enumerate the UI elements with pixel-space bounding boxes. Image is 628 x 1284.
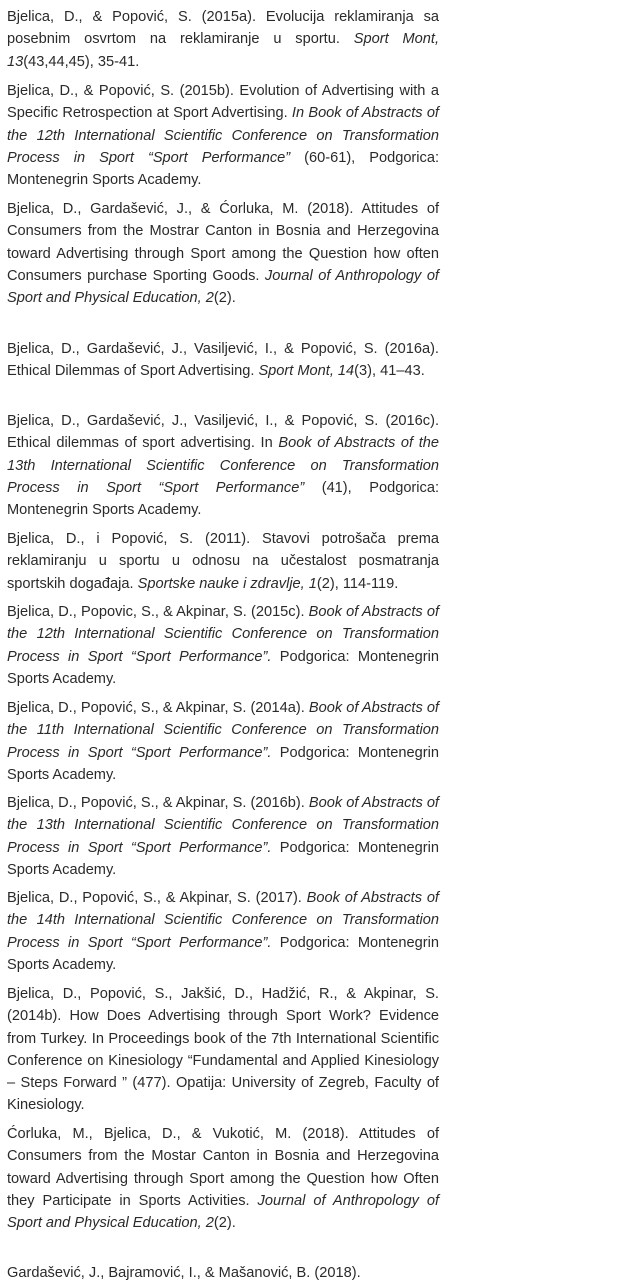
reference-entry xyxy=(7,1262,439,1284)
reference-text: (60-61), Podgorica: Montenegrin Sports Academy. xyxy=(7,149,439,189)
reference-entry xyxy=(7,410,439,521)
reference-entry xyxy=(7,338,439,383)
reference-text: Bjelica, D., Popović, S., & Akpinar, S. (2017). xyxy=(7,890,307,906)
reference-text: (41), Podgorica: Montenegrin Sports Academy. xyxy=(7,479,440,519)
reference-italic-text: In Book of Abstracts of the 12th International Scientific Conference on Transformation Process in Sport “Sport Performance” xyxy=(7,105,439,166)
reference-italic-text: Book of Abstracts of the 12th International Scientific Conference on Transformation Process in Sport “Sport Performance”. xyxy=(7,604,439,665)
reference-text: Podgorica: Montenegrin Sports Academy. xyxy=(7,934,439,973)
reference-italic-text: Book of Abstracts of the 13th International Scientific Conference on Transformation Process in Sport “Sport Performance”. xyxy=(7,795,439,856)
reference-entry xyxy=(7,697,439,786)
reference-text: Podgorica: Montenegrin Sports Academy. xyxy=(7,648,439,687)
reference-entry xyxy=(7,792,439,881)
reference-text: Bjelica, D., Popović, S., & Akpinar, S. (2016b). xyxy=(7,795,309,811)
reference-text: Bjelica, D., Gardašević, J., Vasiljević, I., & Popović, S. (2016a). Ethical Dilemmas of Sport Advertising. xyxy=(7,341,439,380)
reference-text: Ćorluka, M., Bjelica, D., & Vukotić, M. (2018). Attitudes of Consumers from the Mostar Canton in Bosnia and Herzegovina toward Advertising through Sport among the Question how Often they Participate in Sports Activities. xyxy=(7,1126,439,1209)
reference-text: (43,44,45), 35-41. xyxy=(23,53,140,70)
reference-entry xyxy=(7,1123,439,1234)
reference-italic-text: Book of Abstracts of the 14th International Scientific Conference on Transformation Process in Sport “Sport Performance”. xyxy=(7,890,439,951)
reference-italic-text: Journal of Anthropology of Sport and Physical Education, 2 xyxy=(7,1192,439,1232)
reference-text: Podgorica: Montenegrin Sports Academy. xyxy=(7,744,439,783)
reference-text: Bjelica, D., & Popović, S. (2015a). Evolucija reklamiranja sa posebnim osvrtom na reklamiranje u sportu. xyxy=(7,9,439,48)
reference-text: Bjelica, D., Popović, S., Jakšić, D., Hadžić, R., & Akpinar, S. (2014b). How Does Advertising through Sport Work? Evidence from Turkey. In Proceedings book of the 7th International Scientific Conference on Kinesiology “Fundamental and Applied Kinesiology – Steps Forward ” (477). Opatija: University of Zegreb, Faculty of Kinesiology. xyxy=(7,986,439,1114)
reference-text: (2). xyxy=(213,1215,236,1232)
reference-text: (3), 41–43. xyxy=(354,363,425,380)
reference-italic-text: Sport Mont, 14 xyxy=(258,363,355,380)
reference-italic-text: Sport Mont, 13 xyxy=(7,31,440,70)
reference-text: Bjelica, D., & Popović, S. (2015b). Evolution of Advertising with a Specific Retrospection at Sport Advertising. xyxy=(7,83,439,122)
reference-text: (2), 114-119. xyxy=(316,575,399,592)
reference-entry xyxy=(7,887,439,976)
reference-text: (2). xyxy=(213,290,236,307)
reference-text: Bjelica, D., Popović, S., & Akpinar, S. (2014a). xyxy=(7,700,309,716)
reference-italic-text: Sportske nauke i zdravlje, 1 xyxy=(137,575,317,592)
reference-entry xyxy=(7,6,439,73)
reference-italic-text: Journal of Anthropology of Sport and Physical Education, 2 xyxy=(7,267,439,307)
reference-text: Gardašević, J., Bajramović, I., & Mašanović, B. (2018). xyxy=(7,1265,361,1281)
reference-italic-text: Book of Abstracts of the 13th International Scientific Conference on Transformation Process in Sport “Sport Performance” xyxy=(7,435,439,496)
reference-text: Bjelica, D., i Popović, S. (2011). Stavovi potrošača prema reklamiranju u sportu u odnosu na učestalost posmatranja sportskih događaja. xyxy=(7,531,439,592)
reference-entry xyxy=(7,601,439,690)
reference-text: Bjelica, D., Gardašević, J., & Ćorluka, M. (2018). Attitudes of Consumers from the Mostrar Canton in Bosnia and Herzegovina toward Advertising through Sport among the Question how often Consumers purchase Sporting Goods. xyxy=(7,201,439,284)
reference-text: Podgorica: Montenegrin Sports Academy. xyxy=(7,839,439,878)
reference-entry xyxy=(7,80,439,191)
reference-text: Bjelica, D., Popovic, S., & Akpinar, S. (2015c). xyxy=(7,604,309,620)
reference-entry xyxy=(7,528,439,595)
reference-entry xyxy=(7,198,439,309)
reference-italic-text: Book of Abstracts of the 11th International Scientific Conference on Transformation Process in Sport “Sport Performance”. xyxy=(7,700,439,761)
reference-entry xyxy=(7,983,439,1117)
reference-text: Bjelica, D., Gardašević, J., Vasiljević, I., & Popović, S. (2016c). Ethical dilemmas of sport advertising. In xyxy=(7,413,439,452)
